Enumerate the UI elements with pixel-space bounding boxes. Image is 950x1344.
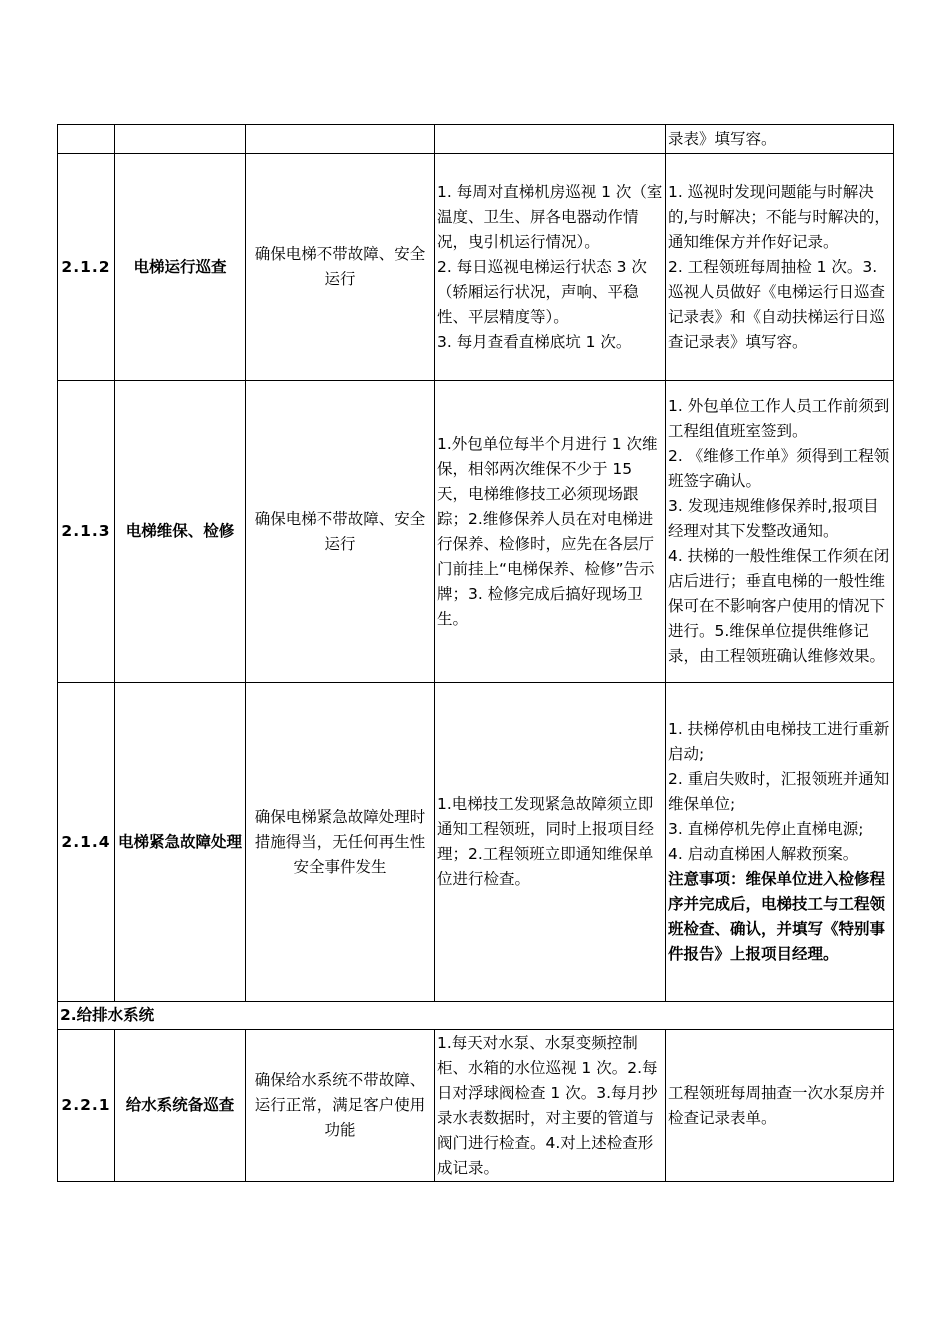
row-requirement — [666, 154, 894, 381]
row-goal: 确保电梯不带故障、安全运行 — [246, 154, 435, 381]
requirement-line: 4. 启动直梯困人解救预案。 — [668, 845, 859, 863]
requirement-cell: 录表》填写容。 — [666, 125, 894, 154]
requirement-line: 1. 巡视时发现问题能与时解决的,与时解决；不能与时解决的，通知维保方并作好记录。 — [668, 182, 890, 251]
table-row-2-1-2 — [58, 154, 894, 381]
section-row — [58, 1002, 894, 1030]
requirement-line: 1. 外包单位工作人员工作前须到工程组值班室签到。 — [668, 397, 890, 440]
number-cell — [58, 125, 115, 154]
row-item: 电梯运行巡查 — [115, 154, 246, 381]
requirement-line: 3. 发现违规维修保养时,报项目经理对其下发整改通知。 — [668, 497, 879, 540]
table-row-2-2-1 — [58, 1030, 894, 1182]
table-row-2-1-3 — [58, 381, 894, 683]
row-item: 电梯维保、检修 — [115, 381, 246, 683]
continuation-row — [58, 125, 894, 154]
row-number: 2.1.2 — [58, 154, 115, 381]
row-number: 2.2.1 — [58, 1030, 115, 1182]
requirement-line: 3. 直梯停机先停止直梯电源; — [668, 820, 864, 838]
procedure-table — [57, 124, 894, 1182]
row-standard — [435, 381, 666, 683]
goal-cell — [246, 125, 435, 154]
standard-line: 1.外包单位每半个月进行 1 次维保，相邻两次维保不少于 15 天，电梯维修技工必须现场跟踪；2.维修保养人员在对电梯进行保养、检修时，应先在各层厅门前挂上“电梯保养、检修”告示牌；3. 检修完成后搞好现场卫生。 — [437, 434, 658, 628]
row-number: 2.1.4 — [58, 683, 115, 1002]
row-requirement: 工程领班每周抽查一次水泵房并检查记录表单。 — [666, 1030, 894, 1182]
row-item: 给水系统备巡查 — [115, 1030, 246, 1182]
standard-line: 1. 每周对直梯机房巡视 1 次（室温度、卫生、屏各电器动作情况，曳引机运行情况）。 — [437, 182, 663, 251]
requirement-line: 4. 扶梯的一般性维保工作须在闭店后进行；垂直电梯的一般性维保可在不影响客户使用的情况下进行。5.维保单位提供维修记录，由工程领班确认维修效果。 — [668, 547, 890, 665]
standard-line: 3. 每月查看直梯底坑 1 次。 — [437, 332, 632, 351]
item-cell — [115, 125, 246, 154]
standard-cell — [435, 125, 666, 154]
row-goal: 确保给水系统不带故障、运行正常，满足客户使用功能 — [246, 1030, 435, 1182]
row-requirement — [666, 683, 894, 1002]
note-text: 注意事项：维保单位进入检修程序并完成后，电梯技工与工程领班检查、确认，并填写《特别事件报告》上报项目经理。 — [668, 870, 886, 963]
section-title: 2.给排水系统 — [58, 1002, 894, 1030]
standard-line: 2. 每日巡视电梯运行状态 3 次（轿厢运行状况，声响、平稳性、平层精度等）。 — [437, 257, 647, 326]
row-standard: 1.每天对水泵、水泵变频控制柜、水箱的水位巡视 1 次。2.每日对浮球阀检查 1 次。3.每月抄录水表数据时，对主要的管道与阀门进行检查。4.对上述检查形成记录。 — [435, 1030, 666, 1182]
row-standard — [435, 154, 666, 381]
standard-line: 1.电梯技工发现紧急故障须立即通知工程领班，同时上报项目经理；2.工程领班立即通知维保单位进行检查。 — [437, 795, 655, 888]
row-requirement — [666, 381, 894, 683]
requirement-line: 2. 《维修工作单》须得到工程领班签字确认。 — [668, 447, 890, 490]
requirement-line: 2. 工程领班每周抽检 1 次。3.巡视人员做好《电梯运行日巡查记录表》和《自动扶梯运行日巡查记录表》填写容。 — [668, 257, 886, 351]
row-standard — [435, 683, 666, 1002]
requirement-line: 1. 扶梯停机由电梯技工进行重新启动; — [668, 720, 890, 763]
requirement-line: 2. 重启失败时，汇报领班并通知维保单位; — [668, 770, 890, 813]
row-goal: 确保电梯紧急故障处理时措施得当，无任何再生性安全事件发生 — [246, 683, 435, 1002]
row-goal: 确保电梯不带故障、安全运行 — [246, 381, 435, 683]
row-number: 2.1.3 — [58, 381, 115, 683]
table-row-2-1-4 — [58, 683, 894, 1002]
row-item: 电梯紧急故障处理 — [115, 683, 246, 1002]
